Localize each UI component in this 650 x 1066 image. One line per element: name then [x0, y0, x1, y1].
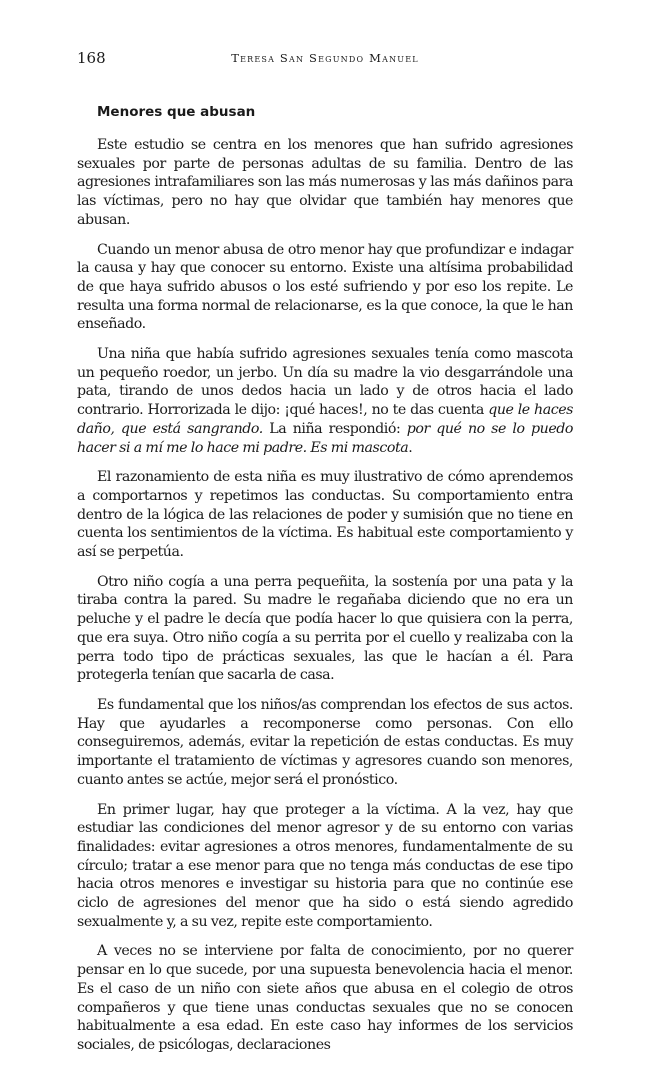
running-title: Teresa San Segundo Manuel: [231, 51, 419, 65]
page-number: 168: [77, 49, 106, 67]
paragraph-text: Una niña que había sufrido agresiones sexuales tenía como mascota un pequeño roedor, un jerbo. Un día su madre la vio desgarrándole una pata, tirando de unos dedos hacia un lado y de otros hacia el lado contrario. Horrorizada le dijo: ¡qué haces!, no te das cuenta: [77, 346, 573, 419]
paragraph: Es fundamental que los niños/as comprendan los efectos de sus actos. Hay que ayudarles a recomponerse como personas. Con ello conseguiremos, además, evitar la repetición de estas conductas. Es muy importante el tratamiento de víctimas y agresores cuando son menores, cuanto antes se actúe, mejor será el pronóstico.: [77, 696, 573, 788]
section-heading: Menores que abusan: [97, 104, 256, 120]
paragraph: Este estudio se centra en los menores que han sufrido agresiones sexuales por parte de personas adultas de su familia. Dentro de las agresiones intrafamiliares son las más numerosas y las más dañinos para las víctimas, pero no hay que olvidar que también hay menores que abusan.: [77, 137, 573, 228]
paragraph-text: .: [408, 439, 413, 456]
body-text: [77, 136, 573, 1066]
quoted-speech: por qué no se lo puedo hacer si a mí me lo hace mi padre. Es mi mascota: [77, 420, 573, 456]
paragraph-text: La niña respondió:: [262, 420, 407, 437]
paragraph: Cuando un menor abusa de otro menor hay que profundizar e indagar la causa y hay que conocer su entorno. Existe una altísima probabilidad de que haya sufrido abusos o los esté sufriendo y por eso los repite. Le resulta una forma normal de relacionarse, es la que conoce, la que le han enseñado.: [77, 241, 573, 333]
paragraph: En primer lugar, hay que proteger a la víctima. A la vez, hay que estudiar las condiciones del menor agresor y de su entorno con varias finalidades: evitar agresiones a otros menores, fundamentalmente de su círculo; tratar a ese menor para que no tenga más conductas de ese tipo hacia otros menores e investigar su historia para que no continúe ese ciclo de agresiones del menor que ha sido o está siendo agredido sexualmente y, a su vez, repite este comportamiento.: [77, 801, 573, 930]
quoted-speech: que le haces daño, que está sangrando.: [77, 402, 573, 437]
running-head: [77, 49, 573, 69]
paragraph: El razonamiento de esta niña es muy ilustrativo de cómo aprendemos a comportarnos y repetimos las conductas. Su comportamiento entra dentro de la lógica de las relaciones de poder y sumisión que no tiene en cuenta los sentimientos de la víctima. Es habitual este comportamiento y así se perpetúa.: [77, 469, 573, 561]
paragraph: A veces no se interviene por falta de conocimiento, por no querer pensar en lo que sucede, por una supuesta benevolencia hacia el menor. Es el caso de un niño con siete años que abusa en el colegio de otros compañeros y que tiene unas conductas sexuales que no se conocen habitualmente a esa edad. En este caso hay informes de los servicios sociales, de psicólogas, declaraciones: [77, 943, 573, 1053]
paragraph: Otro niño cogía a una perra pequeñita, la sostenía por una pata y la tiraba contra la pared. Su madre le regañaba diciendo que no era un peluche y el padre le decía que podía hacer lo que quisiera con la perra, que era suya. Otro niño cogía a su perrita por el cuello y realizaba con la perra todo tipo de prácticas sexuales, las que le hacían a él. Para protegerla tenían que sacarla de casa.: [77, 573, 573, 684]
paragraph: [77, 345, 573, 457]
